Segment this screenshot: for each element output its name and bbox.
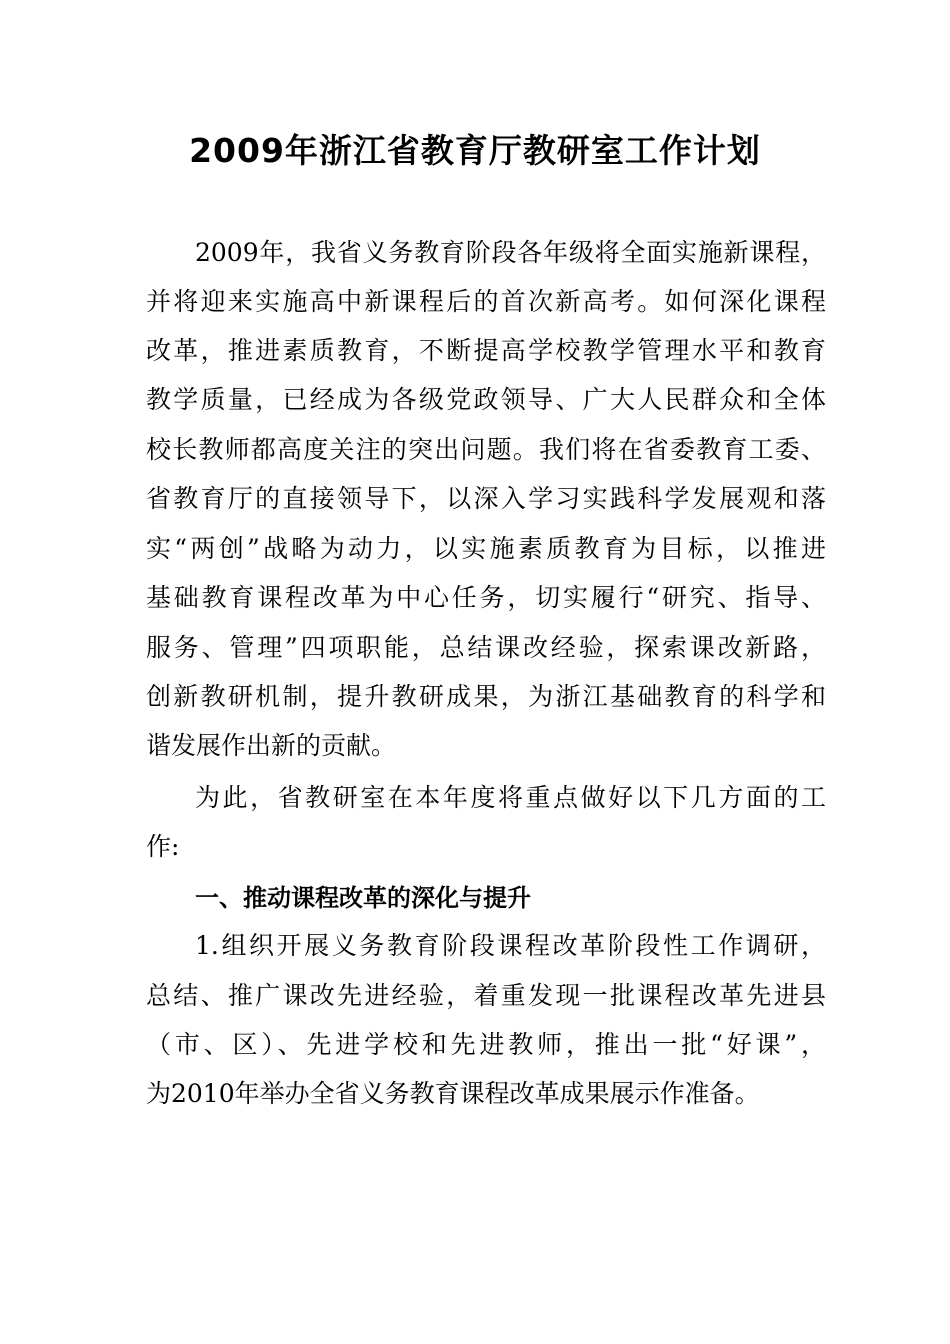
paragraph-line: 谐发展作出新的贡献。 xyxy=(146,731,397,760)
paragraph-line: （市、区）、先进学校和先进教师，推出一批“好课”， xyxy=(146,1030,826,1059)
paragraph-line: 并将迎来实施高中新课程后的首次新高考。如何深化课程 xyxy=(146,287,826,316)
paragraph-line: 服务、管理”四项职能，总结课改经验，探索课改新路， xyxy=(146,633,826,662)
paragraph-line: 2009年，我省义务教育阶段各年级将全面实施新课程， xyxy=(195,238,826,267)
paragraph-line: 改革，推进素质教育，不断提高学校教学管理水平和教育 xyxy=(146,336,826,365)
section-heading: 一、推动课程改革的深化与提升 xyxy=(195,884,531,912)
paragraph-line: 为此，省教研室在本年度将重点做好以下几方面的工 xyxy=(195,783,826,812)
paragraph-line: 实“两创”战略为动力，以实施素质教育为目标，以推进 xyxy=(146,534,826,563)
paragraph-line: 校长教师都高度关注的突出问题。我们将在省委教育工委、 xyxy=(146,435,826,464)
paragraph-line: 作: xyxy=(146,832,180,861)
paragraph-line: 为2010年举办全省义务教育课程改革成果展示作准备。 xyxy=(146,1079,760,1108)
paragraph-line: 总结、推广课改先进经验，着重发现一批课程改革先进县 xyxy=(146,981,826,1010)
paragraph-line: 基础教育课程改革为中心任务，切实履行“研究、指导、 xyxy=(146,583,826,612)
paragraph-line: 创新教研机制，提升教研成果，为浙江基础教育的科学和 xyxy=(146,682,826,711)
paragraph-line: 教学质量，已经成为各级党政领导、广大人民群众和全体 xyxy=(146,385,826,414)
paragraph-line: 1.组织开展义务教育阶段课程改革阶段性工作调研， xyxy=(195,931,826,960)
paragraph-line: 省教育厅的直接领导下，以深入学习实践科学发展观和落 xyxy=(146,484,826,513)
document-title: 2009年浙江省教育厅教研室工作计划 xyxy=(189,131,761,170)
